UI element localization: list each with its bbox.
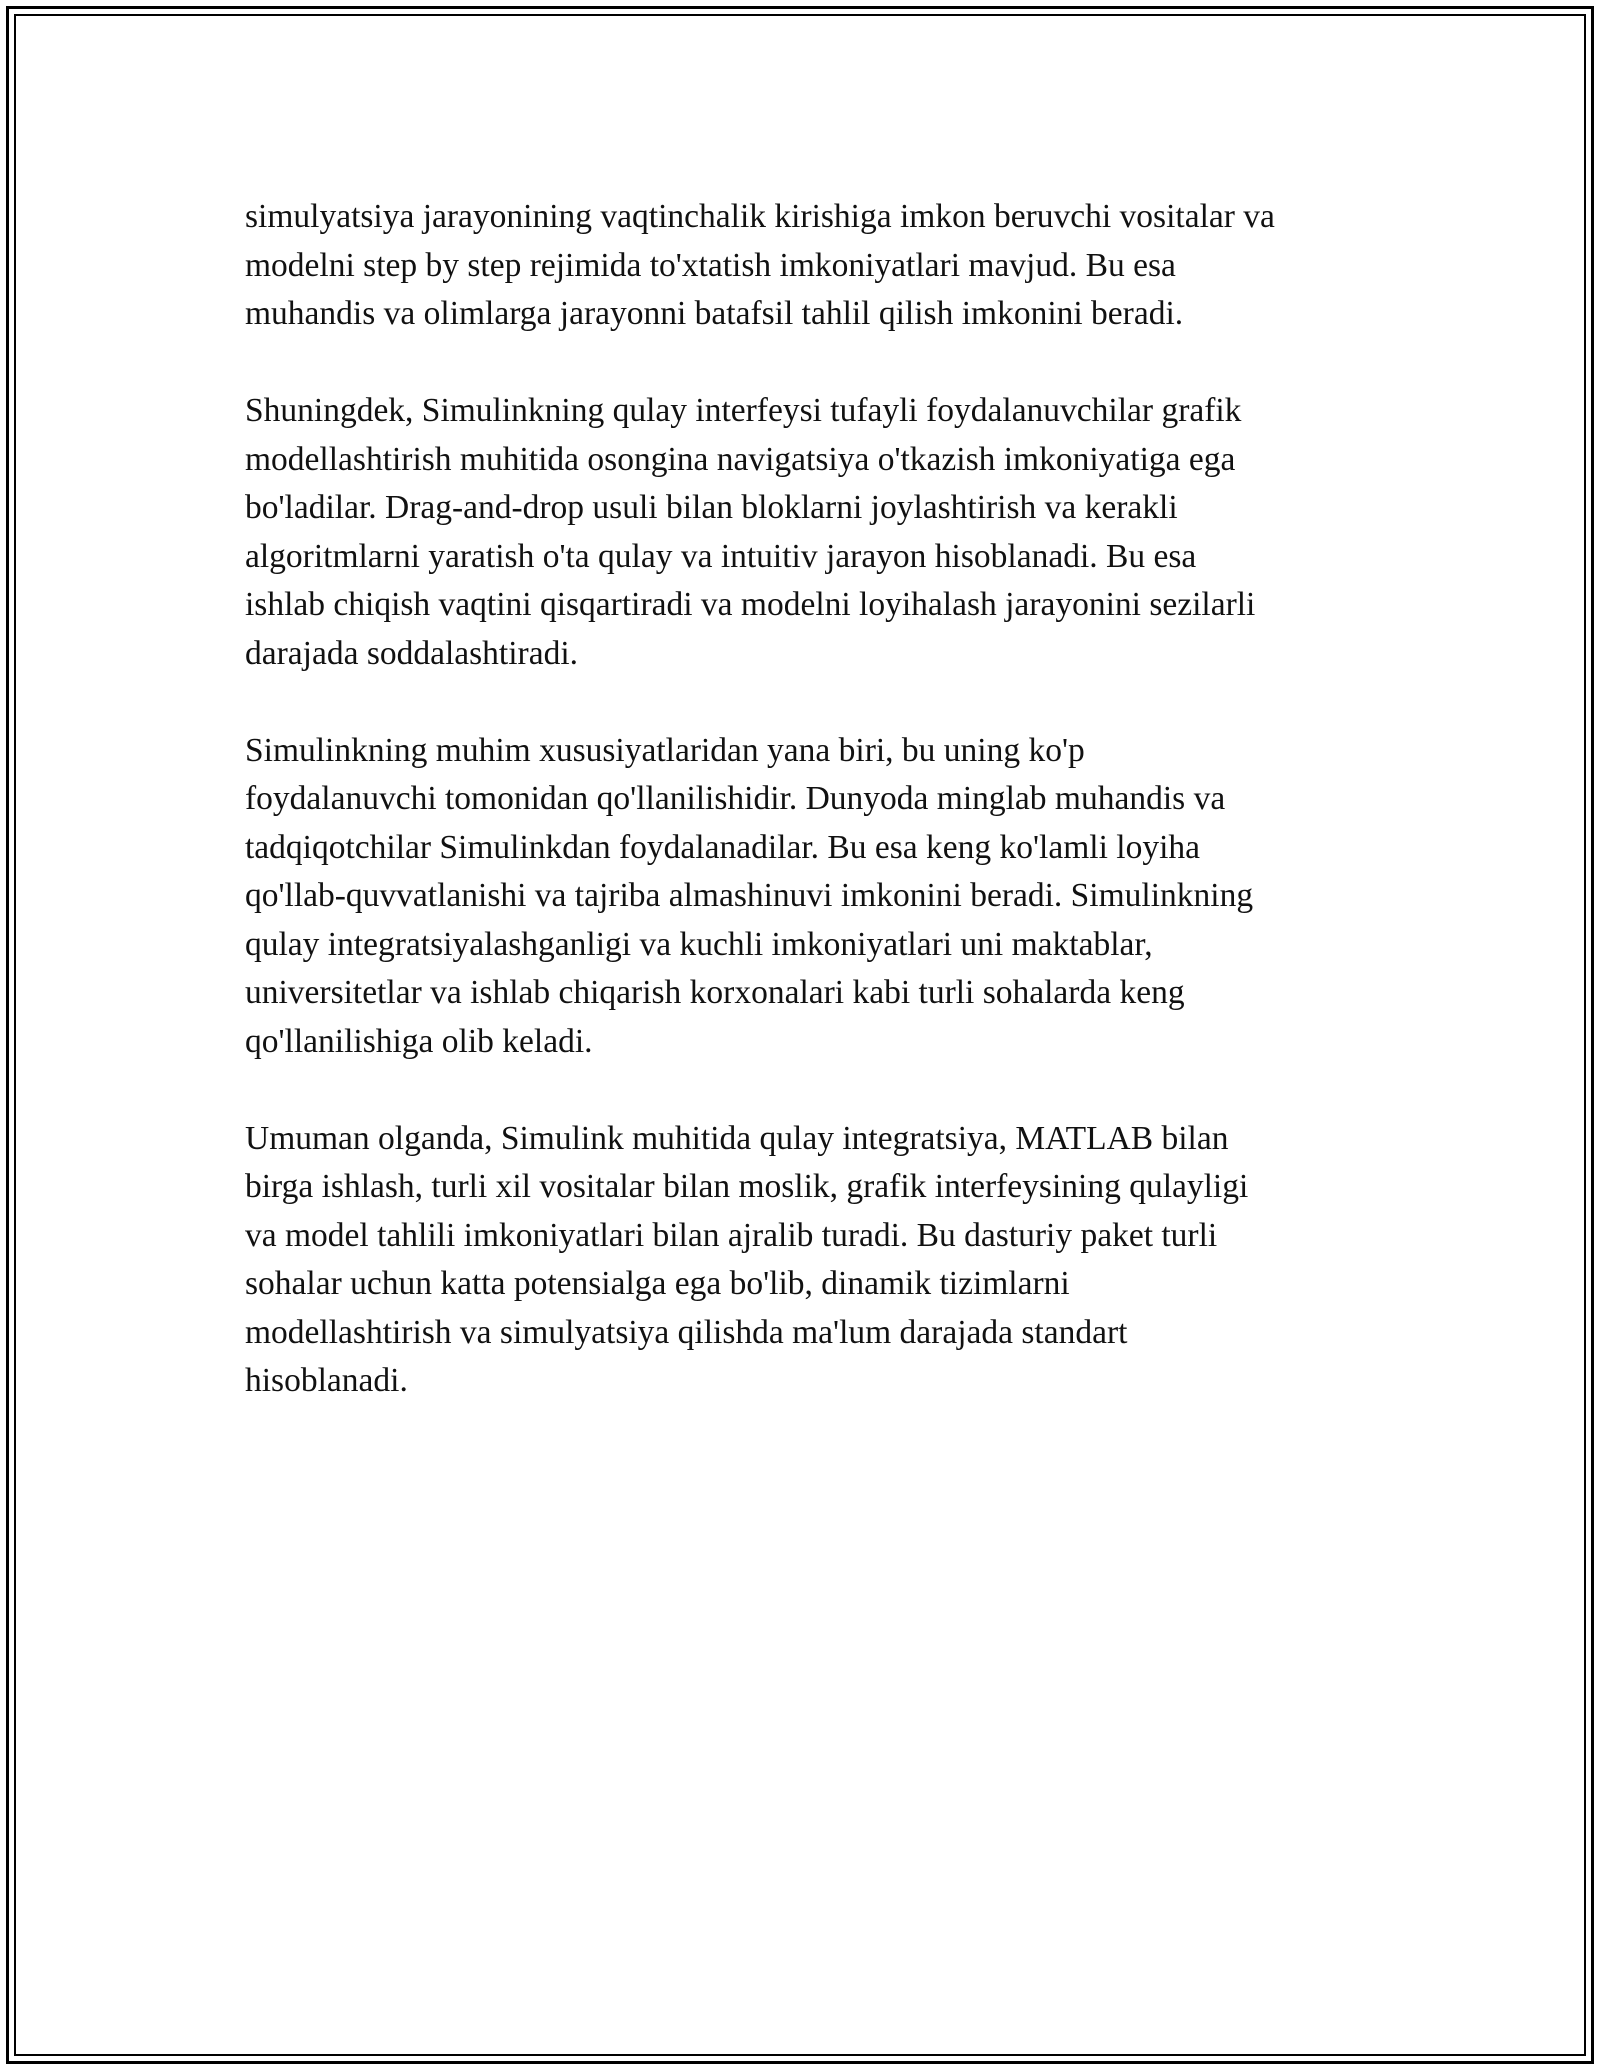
page-border — [6, 6, 1594, 2064]
paragraph: Shuningdek, Simulinkning qulay interfeysi tufayli foydalanuvchilar grafik modellashtirish muhitida osongina navigatsiya o'tkazish imkoniyatiga ega bo'ladilar. Drag-and-drop usuli bilan bloklarni joylashtirish va kerakli algoritmlarni yaratish o'ta qulay va intuitiv jarayon hisoblanadi. Bu esa ishlab chiqish vaqtini qisqartiradi va modelni loyihalash jarayonini sezilarli darajada soddalashtiradi. — [245, 392, 1256, 672]
paragraph: simulyatsiya jarayonining vaqtinchalik kirishiga imkon beruvchi vositalar va modelni step by step rejimida to'xtatish imkoniyatlari mavjud. Bu esa muhandis va olimlarga jarayonni batafsil tahlil qilish imkonini beradi. — [245, 198, 1275, 332]
paragraph: Simulinkning muhim xususiyatlaridan yana biri, bu uning ko'p foydalanuvchi tomonidan qo'llanilishidir. Dunyoda minglab muhandis va tadqiqotchilar Simulinkdan foydalanadilar. Bu esa keng ko'lamli loyiha qo'llab-quvvatlanishi va tajriba almashinuvi imkonini beradi. Simulinkning qulay integratsiyalashganligi va kuchli imkoniyatlari uni maktablar, universitetlar va ishlab chiqarish korxonalari kabi turli sohalarda keng qo'llanilishiga olib keladi. — [245, 731, 1254, 1060]
paragraph: Umuman olganda, Simulink muhitida qulay integratsiya, MATLAB bilan birga ishlash, turli xil vositalar bilan moslik, grafik interfeysining qulayligi va model tahlili imkoniyatlari bilan ajralib turadi. Bu dasturiy paket turli sohalar uchun katta potensialga ega bo'lib, dinamik tizimlarni modellashtirish va simulyatsiya qilishda ma'lum darajada standart hisoblanadi. — [245, 1119, 1249, 1399]
document-body — [245, 193, 1385, 1454]
